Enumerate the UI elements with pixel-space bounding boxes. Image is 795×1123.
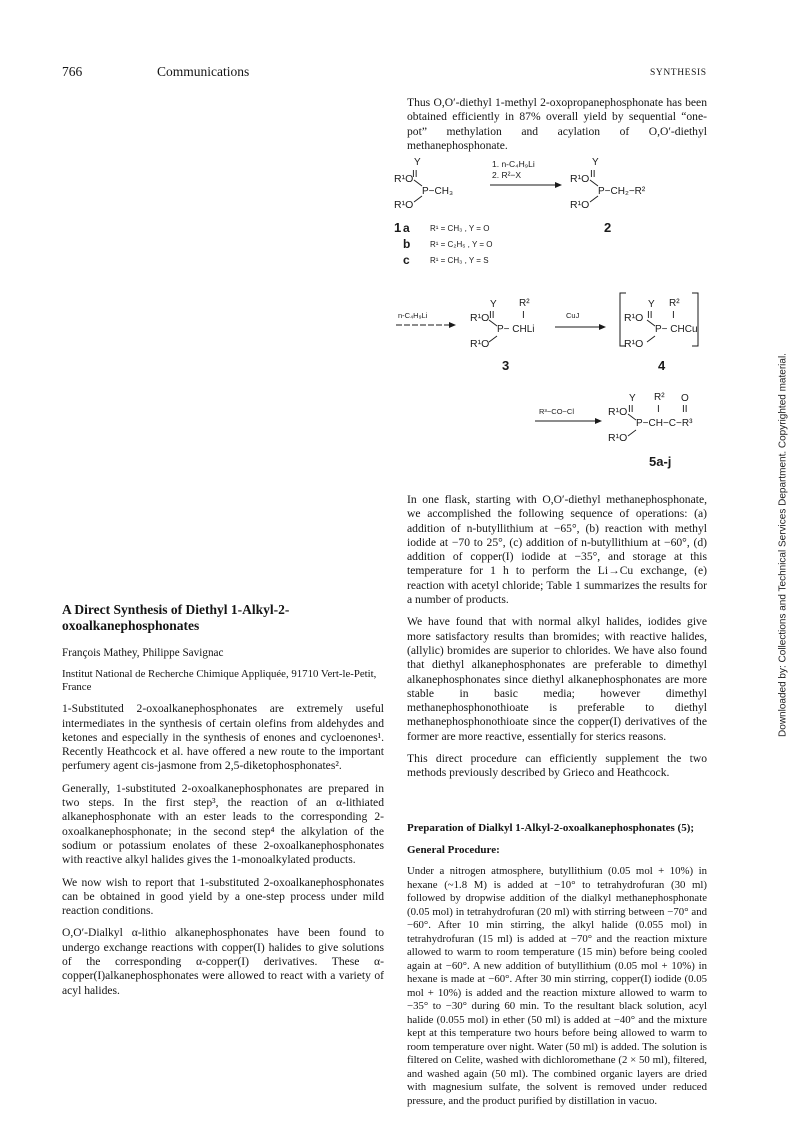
svg-text:R²: R² bbox=[669, 298, 680, 309]
paragraph: O,O′-Dialkyl α-lithio alkanephosphonates have been found to undergo exchange reactions with copper(I) halides to give solutions of the corresponding α-copper(I) derivatives. These α-copper(I)alkanephosphonates were allowed to react with a variety of acyl halides. bbox=[62, 926, 384, 997]
compound-5-structure bbox=[608, 392, 693, 444]
arrow-head bbox=[599, 324, 606, 330]
svg-text:Y: Y bbox=[414, 157, 421, 168]
download-notice bbox=[773, 355, 793, 735]
svg-text:P− CHCu: P− CHCu bbox=[655, 324, 698, 335]
reagent-step1-line2: 2. R²−X bbox=[492, 170, 522, 180]
svg-text:R¹O: R¹O bbox=[394, 199, 414, 211]
svg-text:I: I bbox=[657, 404, 660, 415]
compound-5-label: 5a-j bbox=[649, 454, 672, 469]
variant-a-letter: a bbox=[403, 221, 410, 235]
paragraph: In one flask, starting with O,O′-diethyl methanephosphonate, we accomplished the following sequence of operations: (a) addition of n-butyllithium at −65°, (b) reaction with methyl iodide at −70 to 25°, (c) addition of n-butyllithium at −60°, (d) addition of copper(I) iodide at −35°, and storage at this temperature for 1 h to perform the Li→Cu exchange, (e) reaction with acetyl chloride; Table 1 summarizes the results for a number of products. bbox=[407, 493, 707, 607]
download-notice-text: Downloaded by: Collections and Technical Services Department. Copyrighted material. bbox=[777, 353, 789, 737]
reagent-step3: CuJ bbox=[566, 311, 580, 320]
procedure-section bbox=[407, 822, 707, 1108]
paragraph: We now wish to report that 1-substituted 2-oxoalkanephosphonates can be obtained in good yield by a one-step process under mild reaction conditions. bbox=[62, 875, 384, 918]
article-left-column bbox=[62, 602, 384, 998]
compound-2-label: 2 bbox=[604, 220, 612, 235]
svg-text:I: I bbox=[522, 310, 525, 321]
variant-c: R¹ = CH₃ , Y = S bbox=[430, 256, 489, 265]
svg-text:II: II bbox=[628, 404, 634, 415]
reaction-scheme bbox=[392, 150, 722, 490]
page-number: 766 bbox=[62, 64, 83, 79]
compound-1-structure bbox=[394, 157, 453, 211]
svg-text:P−CH₂−R²: P−CH₂−R² bbox=[598, 186, 646, 197]
svg-text:R²: R² bbox=[654, 392, 665, 403]
svg-text:R¹O: R¹O bbox=[624, 338, 644, 350]
procedure-body: Under a nitrogen atmosphere, butyllithium (0.05 mol + 10%) in hexane (~1.8 M) is added at −10° to tetrahydrofuran (30 ml) followed by dropwise addition of the dialkyl methanephosphonate (0.05 mol) in tetrahydrofuran (20 ml) with stirring between −70° and −60°. After 10 min stirring, the alkyl halide (0.055 mol) in tetrahydrofuran (15 ml) is added at −70° and the reaction mixture allowed to warm to room temperature (15 min) before being cooled again at −60°. A new addition of butyllithium (0.05 mol + 10%) in hexane is made at −60°. After 30 min stirring, copper(I) iodide (0.05 mol + 10%) is added and the reaction mixture allowed to warm to −35° to −30° during 60 min. To the resultant black solution, acyl halide (0.055 mol) in ether (50 ml) is added at −40° and the mixture kept at this temperature two hours before being allowed to warm to room temperature over night. Water (50 ml) is added. The solution is filtered on Celite, washed with dichloromethane (2 × 50 ml), filtered, and washed again (50 ml). The combined organic layers are dried with magnesium sulfate, the solvent is removed under reduced pressure, and the product purified by distillation in vacuo. bbox=[407, 865, 707, 1107]
journal-name: SYNTHESIS bbox=[650, 68, 707, 78]
arrow-head bbox=[595, 418, 602, 424]
svg-text:R²: R² bbox=[519, 298, 530, 309]
paragraph: We have found that with normal alkyl halides, iodides give more satisfactory results than bromides; with reactive halides, (allylic) bromides are superior to chlorides. We have also found that diethyl alkanephosphonates are preferable to dimethyl alkanephosphonates since diethyl alkanephosphonates are more stable in basic media; however dimethyl methanephosphonothioate is preferable to diethyl methanephosphonothioate since the copper(I) derivatives of the former are more reactive, essentially for sterics reasons. bbox=[407, 615, 707, 743]
article-affiliation: Institut National de Recherche Chimique Appliquée, 91710 Vert-le-Petit, France bbox=[62, 668, 377, 694]
variant-b: R¹ = C₂H₅ , Y = O bbox=[430, 240, 493, 249]
svg-text:R¹O: R¹O bbox=[394, 173, 414, 185]
article-title: A Direct Synthesis of Diethyl 1-Alkyl-2-oxoalkanephosphonates bbox=[62, 602, 290, 633]
compound-2-structure bbox=[570, 157, 646, 211]
section-heading: Communications bbox=[157, 64, 250, 79]
svg-text:II: II bbox=[590, 169, 596, 180]
svg-text:II: II bbox=[682, 404, 688, 415]
svg-text:R¹O: R¹O bbox=[624, 312, 644, 324]
svg-text:R¹O: R¹O bbox=[470, 338, 490, 350]
svg-text:II: II bbox=[647, 310, 653, 321]
reagent-step1-line1: 1. n-C₄H₉Li bbox=[492, 159, 535, 169]
svg-text:Y: Y bbox=[592, 157, 599, 168]
compound-1-label: 1 bbox=[394, 220, 402, 235]
compound-3-label: 3 bbox=[502, 358, 510, 373]
svg-text:R¹O: R¹O bbox=[570, 199, 590, 211]
arrow-head bbox=[555, 182, 562, 188]
svg-text:Y: Y bbox=[648, 299, 655, 310]
svg-text:Y: Y bbox=[629, 393, 636, 404]
svg-text:II: II bbox=[412, 169, 418, 180]
variant-c-letter: c bbox=[403, 253, 410, 267]
svg-text:R¹O: R¹O bbox=[608, 432, 628, 444]
discussion-right-column bbox=[407, 493, 707, 781]
reagent-step4: R³−CO−Cl bbox=[539, 407, 575, 416]
compound-3-structure bbox=[470, 298, 535, 350]
compound-4-label: 4 bbox=[658, 358, 666, 373]
svg-text:R¹O: R¹O bbox=[608, 406, 628, 418]
intro-right-column bbox=[407, 96, 707, 153]
reagent-step2: n-C₄H₉Li bbox=[398, 311, 428, 320]
paragraph: This direct procedure can efficiently supplement the two methods previously described by Grieco and Heathcock. bbox=[407, 752, 707, 780]
procedure-title: Preparation of Dialkyl 1-Alkyl-2-oxoalkanephosphonates (5); bbox=[407, 822, 695, 834]
paragraph: Generally, 1-substituted 2-oxoalkanephosphonates are prepared in two steps. In the first step³, the reaction of an α-lithiated alkanephosphonate with an ester leads to the corresponding 2-oxoalkanephosphonate; in the second step⁴ the alkylation of the sodium or potassium enolates of these 2-oxoalkanephosphonates with reactive alkyl halides gives the 1-monoalkylated products. bbox=[62, 781, 384, 867]
svg-text:II: II bbox=[489, 310, 495, 321]
svg-text:I: I bbox=[672, 310, 675, 321]
procedure-subtitle: General Procedure: bbox=[407, 843, 500, 856]
svg-text:O: O bbox=[681, 393, 689, 404]
article-authors: François Mathey, Philippe Savignac bbox=[62, 647, 224, 659]
svg-text:Y: Y bbox=[490, 299, 497, 310]
svg-text:P− CHLi: P− CHLi bbox=[497, 324, 535, 335]
compound-4-structure bbox=[620, 293, 698, 350]
variant-b-letter: b bbox=[403, 237, 411, 251]
variant-a: R¹ = CH₃ , Y = O bbox=[430, 224, 490, 233]
paragraph: Thus O,O′-diethyl 1-methyl 2-oxopropanephosphonate has been obtained efficiently in 87% overall yield by sequential “one-pot” methylation and acylation of O,O′-diethyl methanephosphonate. bbox=[407, 96, 707, 152]
paragraph: 1-Substituted 2-oxoalkanephosphonates are extremely useful intermediates in the synthesis of certain olefins from aldehydes and ketones and especially in the synthesis of enones and cycloenones¹. Recently Heathcock et al. have offered a new route to the important perfumery agent cis-jasmone from 2,5-diketophosphonates². bbox=[62, 702, 384, 773]
svg-text:P−CH−C−R³: P−CH−C−R³ bbox=[636, 418, 693, 429]
svg-text:R¹O: R¹O bbox=[470, 312, 490, 324]
svg-text:R¹O: R¹O bbox=[570, 173, 590, 185]
arrow-head bbox=[449, 322, 456, 328]
svg-text:P−CH₃: P−CH₃ bbox=[422, 186, 454, 197]
